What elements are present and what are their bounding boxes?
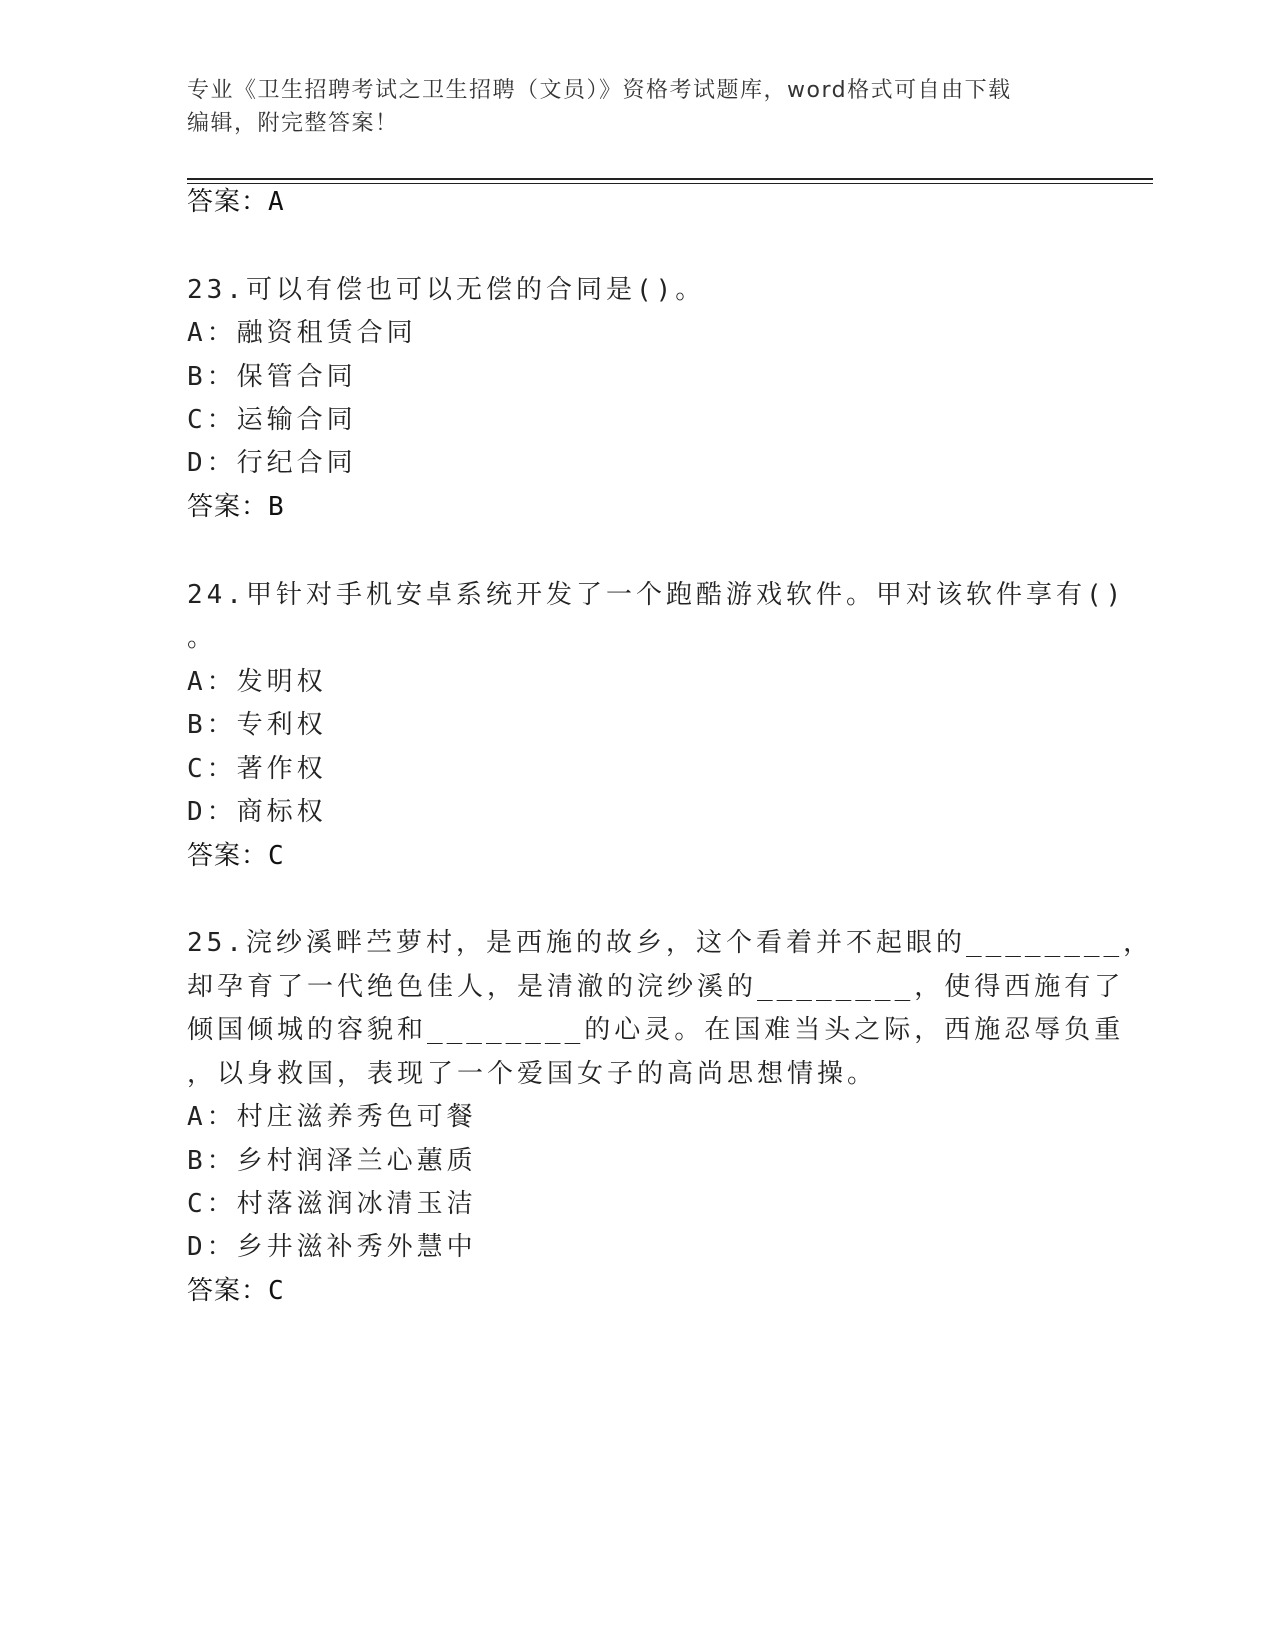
answer-value: A <box>268 187 285 217</box>
question-25-stem-line-1: 25.浣纱溪畔苎萝村，是西施的故乡，这个看着并不起眼的________， <box>187 928 1154 958</box>
answer-value: C <box>268 1276 285 1306</box>
document-header <box>187 74 1067 140</box>
header-line-1: 专业《卫生招聘考试之卫生招聘（文员）》资格考试题库，word格式可自由下载 <box>187 78 1012 103</box>
question-25-option-b: B：乡村润泽兰心蕙质 <box>187 1146 477 1176</box>
question-24-answer <box>187 840 285 872</box>
question-23-option-c: C：运输合同 <box>187 405 357 435</box>
answer-label: 答案： <box>187 841 269 871</box>
answer-value: B <box>268 492 285 522</box>
question-23-stem: 23.可以有偿也可以无偿的合同是()。 <box>187 275 706 305</box>
question-23-option-b: B：保管合同 <box>187 362 357 392</box>
answer-value: C <box>268 841 285 871</box>
header-line-2: 编辑，附完整答案！ <box>187 111 399 136</box>
question-25-stem-line-3: 倾国倾城的容貌和________的心灵。在国难当头之际，西施忍辱负重 <box>187 1015 1125 1045</box>
question-25-answer <box>187 1275 285 1307</box>
question-24-option-a: A：发明权 <box>187 667 327 697</box>
question-25-option-a: A：村庄滋养秀色可餐 <box>187 1102 477 1132</box>
question-24-stem-line-2: 。 <box>187 623 218 653</box>
question-24-option-c: C：著作权 <box>187 754 327 784</box>
question-23-option-d: D：行纪合同 <box>187 448 357 478</box>
previous-answer <box>187 186 285 218</box>
answer-label: 答案： <box>187 492 269 522</box>
question-24-stem-line-1: 24.甲针对手机安卓系统开发了一个跑酷游戏软件。甲对该软件享有() <box>187 580 1126 610</box>
question-23-answer <box>187 491 285 523</box>
question-25-option-c: C：村落滋润冰清玉洁 <box>187 1189 477 1219</box>
question-25-stem-line-2: 却孕育了一代绝色佳人，是清澈的浣纱溪的________，使得西施有了 <box>187 972 1125 1002</box>
answer-label: 答案： <box>187 187 269 217</box>
answer-label: 答案： <box>187 1276 269 1306</box>
question-24-option-d: D：商标权 <box>187 797 327 827</box>
question-23-option-a: A：融资租赁合同 <box>187 318 417 348</box>
question-24-option-b: B：专利权 <box>187 710 327 740</box>
header-divider-thick <box>187 178 1153 180</box>
question-25-stem-line-4: ，以身救国，表现了一个爱国女子的高尚思想情操。 <box>187 1059 878 1089</box>
question-25-option-d: D：乡井滋补秀外慧中 <box>187 1232 477 1262</box>
header-divider-thin <box>187 183 1153 184</box>
